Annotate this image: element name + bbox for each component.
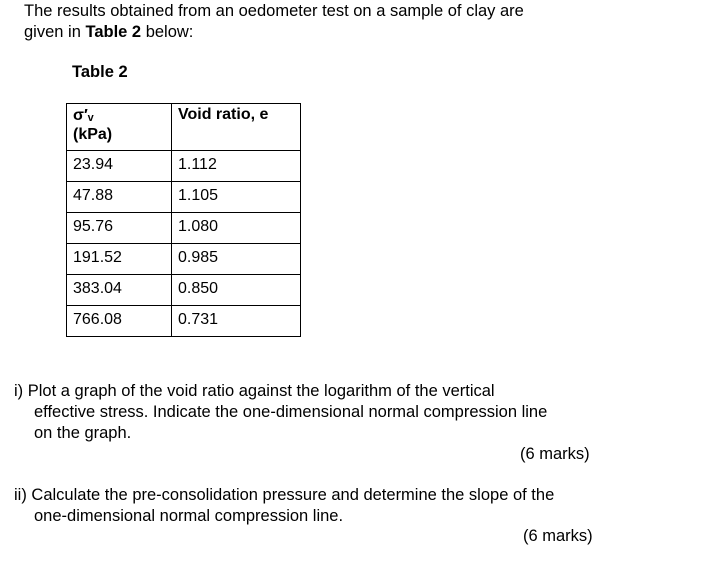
table-caption: Table 2	[72, 63, 128, 81]
question-2-text-line-2: one-dimensional normal compression line.	[34, 507, 344, 525]
question-1-text-line-2: effective stress. Indicate the one-dimensional normal compression line	[34, 403, 548, 421]
question-1-line-1	[14, 381, 606, 402]
cell-stress: 191.52	[67, 244, 172, 275]
question-1-marks: (6 marks)	[520, 445, 590, 463]
cell-stress: 47.88	[67, 182, 172, 213]
cell-stress: 23.94	[67, 151, 172, 182]
oedometer-results-table	[66, 103, 301, 337]
question-2-line-1	[14, 485, 606, 506]
header-stress-unit: (kPa)	[73, 126, 113, 143]
header-effective-stress	[67, 104, 172, 151]
table-row	[67, 213, 301, 244]
cell-void-ratio: 1.112	[172, 151, 301, 182]
table-header-row	[67, 104, 301, 151]
question-1-text-line-1: Plot a graph of the void ratio against the logarithm of the vertical	[27, 382, 495, 400]
table-row	[67, 151, 301, 182]
question-2	[14, 485, 606, 527]
cell-void-ratio: 0.850	[172, 275, 301, 306]
question-2-number: ii)	[14, 486, 32, 504]
header-stress-symbol: σ′ᵥ	[73, 107, 94, 124]
cell-void-ratio: 1.105	[172, 182, 301, 213]
table-row	[67, 275, 301, 306]
question-1-number: i)	[14, 382, 28, 400]
intro-line-2-prefix: given in	[24, 23, 86, 41]
intro-line-2-suffix: below:	[141, 23, 194, 41]
intro-line-2	[24, 22, 624, 43]
intro-paragraph	[24, 1, 624, 43]
table-row	[67, 306, 301, 337]
cell-void-ratio: 0.985	[172, 244, 301, 275]
table-row	[67, 182, 301, 213]
cell-stress: 383.04	[67, 275, 172, 306]
table-row	[67, 244, 301, 275]
question-2-text-line-1: Calculate the pre-consolidation pressure and determine the slope of the	[31, 486, 555, 504]
question-1-text-line-3: on the graph.	[34, 424, 132, 442]
cell-stress: 95.76	[67, 213, 172, 244]
header-void-ratio: Void ratio, e	[172, 104, 301, 151]
question-1	[14, 381, 606, 444]
cell-void-ratio: 1.080	[172, 213, 301, 244]
cell-void-ratio: 0.731	[172, 306, 301, 337]
question-2-marks: (6 marks)	[523, 527, 593, 545]
intro-line-1: The results obtained from an oedometer test on a sample of clay are	[24, 2, 524, 20]
cell-stress: 766.08	[67, 306, 172, 337]
intro-table-reference: Table 2	[85, 23, 142, 41]
